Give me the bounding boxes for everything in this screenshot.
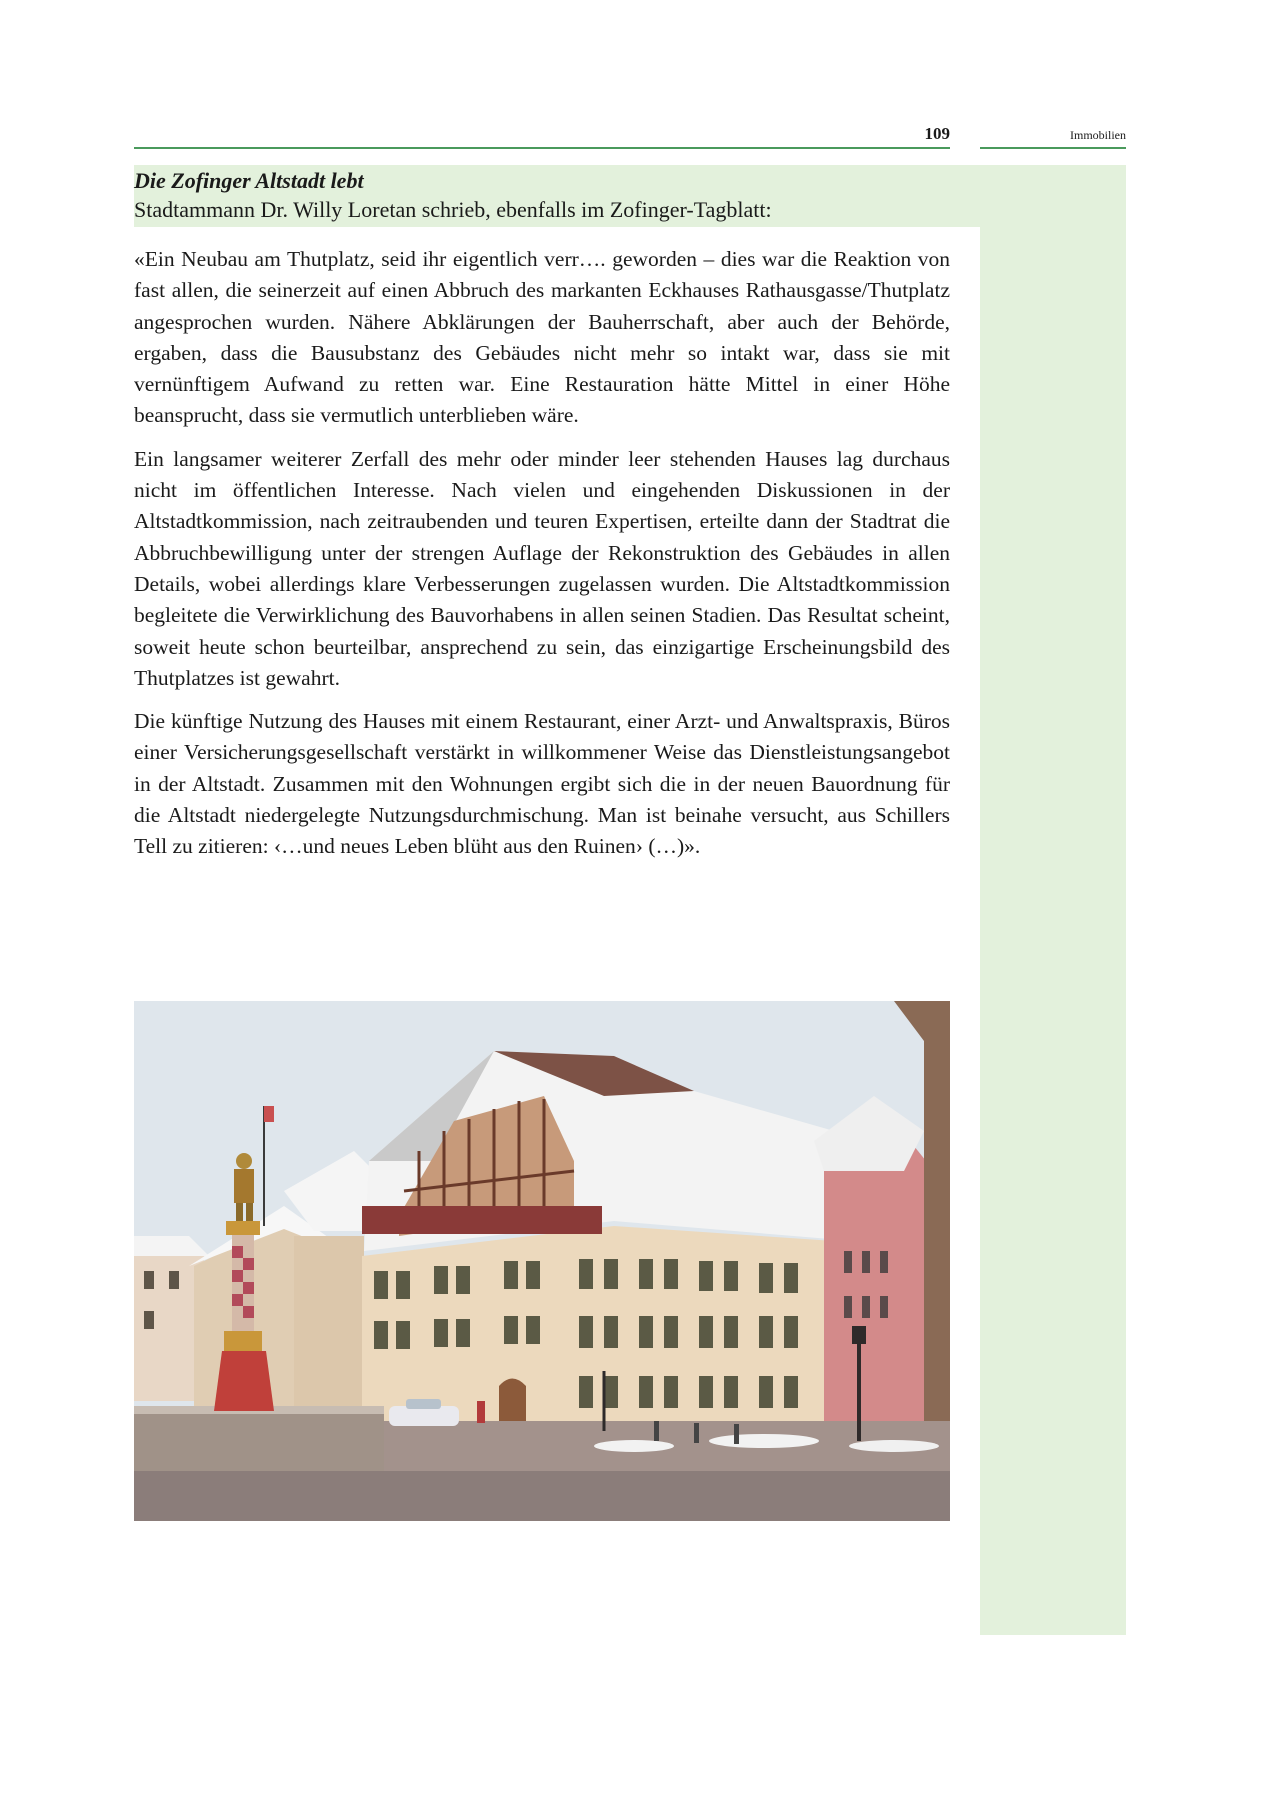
paragraph: «Ein Neubau am Thutplatz, seid ihr eigentlich verr…. geworden – dies war die Reaktion von fast allen, die seinerzeit auf einen Abbruch des markanten Eckhauses Rathausgasse/Thutplatz angesprochen wurden. Nähere Abklärungen der Bauherrschaft, aber auch der Behörde, ergaben, dass die Bausubstanz des Gebäudes nicht mehr so intakt war, dass sie mit vernünftigem Aufwand zu retten war. Eine Restauration hätte Mittel in einer Höhe beansprucht, dass sie vermutlich unterblieben wäre.: [134, 247, 950, 428]
photo-thutplatz: [134, 1001, 950, 1521]
article-title: Die Zofinger Altstadt lebt: [134, 168, 364, 193]
article-intro: Stadtammann Dr. Willy Loretan schrieb, ebenfalls im Zofinger-Tagblatt:: [134, 197, 772, 222]
page-number: 109: [924, 124, 950, 143]
header-rule: [134, 147, 950, 149]
article-body: [134, 244, 950, 875]
sidebar-band: [980, 165, 1126, 1635]
sidebar-rule: [980, 147, 1126, 149]
running-head: Immobilien: [1070, 128, 1126, 142]
paragraph: Die künftige Nutzung des Hauses mit einem Restaurant, einer Arzt- und Anwaltspraxis, Büros einer Versicherungsgesellschaft verstärkt in willkommener Weise das Dienstleistungsangebot in der Altstadt. Zusammen mit den Wohnungen ergibt sich die in der neuen Bauordnung für die Altstadt niedergelegte Nutzungsdurchmischung. Man ist beinahe versucht, aus Schillers Tell zu zitieren: ‹…und neues Leben blüht aus den Ruinen› (…)».: [134, 709, 950, 859]
paragraph: Ein langsamer weiterer Zerfall des mehr oder minder leer stehenden Hauses lag durchaus nicht im öffentlichen Interesse. Nach vielen und eingehenden Diskussionen in der Altstadtkommission, nach zeitraubenden und teuren Expertisen, erteilte dann der Stadtrat die Abbruchbewilligung unter der strengen Auflage der Rekonstruktion des Gebäudes in allen Details, wobei allerdings klare Verbesserungen zugelassen wurden. Die Altstadtkommission begleitete die Verwirklichung des Bauvorhabens in allen seinen Stadien. Das Resultat scheint, soweit heute schon beurteilbar, ansprechend zu sein, das einzigartige Erscheinungsbild des Thutplatzes ist gewahrt.: [134, 446, 950, 690]
